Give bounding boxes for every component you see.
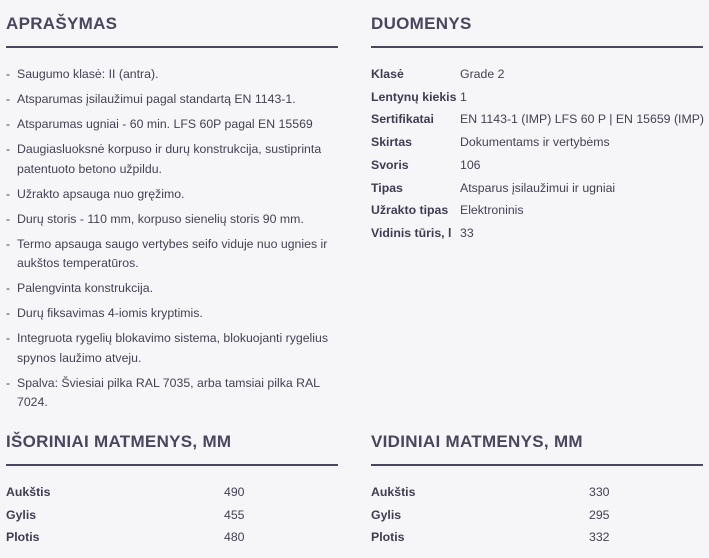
data-row-label: Užrakto tipas — [371, 203, 449, 218]
description-item: - Daugiasluoksnė korpuso ir durų konstrukcija, sustiprinta patentuoto betono užpildu. — [6, 140, 338, 179]
outer-dimension-value: 455 — [224, 507, 245, 522]
inner-dimension-label: Aukštis — [371, 485, 416, 499]
data-divider — [371, 46, 703, 48]
data-row-label: Sertifikatai — [371, 112, 434, 127]
outer-dimension-label: Gylis — [6, 507, 37, 522]
data-row-value: Elektroninis — [460, 203, 524, 218]
description-item: - Spalva: Šviesiai pilka RAL 7035, arba tamsiai pilka RAL 7024. — [6, 374, 338, 413]
inner-dimension-label: Gylis — [371, 507, 402, 522]
description-divider — [6, 46, 338, 48]
description-item: - Užrakto apsauga nuo gręžimo. — [6, 185, 338, 205]
data-title: DUOMENYS — [371, 14, 472, 33]
outer-dimension-value: 490 — [224, 485, 245, 499]
data-row-label: Klasė — [371, 67, 404, 81]
description-list — [6, 65, 338, 418]
outer-dimension-label: Plotis — [6, 530, 40, 544]
data-row-value: EN 1143-1 (IMP) LFS 60 P | EN 15659 (IMP) — [460, 112, 704, 127]
description-item: - Palengvinta konstrukcija. — [6, 279, 338, 299]
description-item: - Integruota rygelių blokavimo sistema, blokuojanti rygelius spynos laužimo atveju. — [6, 329, 338, 368]
data-row-value: Atsparus įsilaužimui ir ugniai — [460, 180, 616, 195]
inner-dimension-label: Plotis — [371, 530, 405, 544]
outer-dimension-label: Aukštis — [6, 485, 51, 499]
inner-dimensions-title: VIDINIAI MATMENYS, MM — [371, 432, 583, 451]
data-row-label: Vidinis tūris, l — [371, 225, 452, 240]
inner-dimension-value: 332 — [589, 530, 610, 544]
data-row-value: 106 — [460, 157, 481, 172]
data-row-label: Skirtas — [371, 135, 413, 150]
data-row-value: 1 — [460, 89, 467, 104]
description-title: APRAŠYMAS — [6, 14, 118, 33]
description-item: - Durų fiksavimas 4-iomis kryptimis. — [6, 304, 338, 324]
inner-dimension-value: 295 — [589, 507, 610, 522]
outer-dimensions-divider — [6, 464, 338, 466]
inner-dimension-value: 330 — [589, 485, 610, 499]
data-row-value: 33 — [460, 225, 474, 240]
description-item: - Durų storis - 110 mm, korpuso sienelių storis 90 mm. — [6, 210, 338, 230]
outer-dimensions-title: IŠORINIAI MATMENYS, MM — [6, 432, 232, 451]
inner-dimensions-divider — [371, 464, 703, 466]
description-item: - Atsparumas įsilaužimui pagal standartą EN 1143-1. — [6, 90, 338, 110]
data-row-value: Dokumentams ir vertybėms — [460, 135, 610, 150]
data-row-label: Svoris — [371, 157, 409, 172]
description-item: - Termo apsauga saugo vertybes seifo viduje nuo ugnies ir aukštos temperatūros. — [6, 235, 338, 274]
data-row-label: Tipas — [371, 180, 403, 195]
data-row-value: Grade 2 — [460, 67, 505, 81]
data-row-label: Lentynų kiekis — [371, 89, 457, 104]
outer-dimension-value: 480 — [224, 530, 245, 544]
description-item: - Saugumo klasė: II (antra). — [6, 65, 338, 85]
description-item: - Atsparumas ugniai - 60 min. LFS 60P pagal EN 15569 — [6, 115, 338, 135]
